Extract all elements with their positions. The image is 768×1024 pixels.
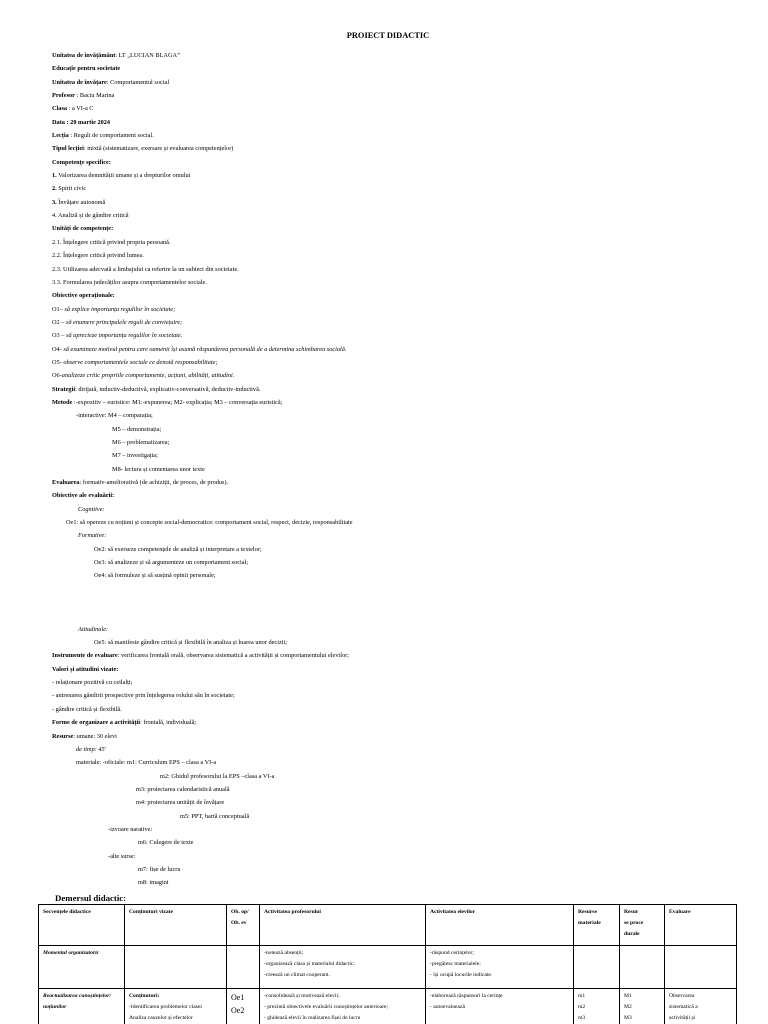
cognitive-label: Cognitive: [78,505,105,513]
procedural-cell [620,946,665,989]
column-header: Conținuturi vizate [125,905,227,946]
competence-item: 2. Spirit civic [52,185,87,193]
teacher-activity-cell: -notează absenții; -organizează clasa și materialul didactic; -creează un climat cooperant. [260,946,426,989]
student-activity-cell: -răspund cerințelor; -pregătesc materialele; - își ocupă locurile indicate. [426,946,574,989]
methods-interactive-line: -interactive: M4 – comparația; [76,412,153,420]
content-cell: Conținuturi: -Identificarea problemelor clasei Analiza cauzelor și efectelor [125,989,227,1024]
competence-item: 1. Valorizarea demnității umane și a drepturilor omului [52,172,191,180]
unit-item: 2.1. Înțelegere critică privind propria persoană. [52,238,171,246]
oe1-line: Oe1: să opereze cu noțiuni și concepte social-democratice: comportament social, respect, decizie, responsabilitate [66,519,353,527]
method-item: M6 – problematizarea; [112,438,170,446]
material-item: m4: proiectarea unității de învățare [136,799,225,807]
table-row [39,989,737,1024]
lesson-line: Lecția : Reguli de comportament social. [52,132,154,140]
units-heading: Unități de competențe: [52,225,114,233]
material-item: m8: imagini [138,879,169,887]
formative-item: Oe3: să analizeze și să argumenteze un comportament social; [94,559,249,567]
sources-line: -izvoare narative: [108,825,153,833]
teacher-line: Profesor : Baciu Marina [52,92,115,100]
evaluation-cell [665,946,737,989]
other-sources-line: -alte surse: [108,852,136,860]
objectives-heading: Obiective operaționale: [52,292,115,300]
methods-line: Metode :-expozitiv – euristice: M1:-expunerea; M2- explicația; M3 – conversația euristică; [52,398,283,406]
objective-item: O4- să examineze motivul pentru care oamenii își asumă răspunderea personală de a determina schimbarea socială. [52,345,347,353]
class-line: Clasa : a VI-a C [52,105,94,113]
lesson-type-line: Tipul lecției: mixtă (sistematizare, exersare și evaluarea competențelor) [52,145,234,153]
formative-item: Oe2: să exerseze competențele de analiză și interpretare a textelor; [94,545,262,553]
school-line: Unitatea de învățământ: LT „LUCIAN BLAGA” [52,52,180,59]
time-line: de timp: 45' [76,745,107,753]
resources-line: Resurse: umane: 30 elevi [52,732,117,740]
competence-item: 4. Analiză și de gândire critică [52,212,129,220]
column-header: Activitatea elevilor [426,905,574,946]
value-item: - gândire critică și flexibilă. [52,705,122,713]
value-item: - antrenarea gândirii prospective prin înțelegerea rolului său în societate; [52,692,235,700]
strategies-line: Strategii: dirijată, inductiv-deductivă, explicativ-conversativă, deductiv-inductivă. [52,385,261,393]
unit-item: 3.3. Formularea judecăților asupra comportamentelor sociale. [52,278,207,286]
table-header-row [39,905,737,946]
sequence-cell: Momentul organizatoric [39,946,125,989]
column-header: Ob. op/ Ob. ev [227,905,260,946]
forms-line: Forme de organizare a activității: frontală, individuală; [52,719,197,727]
objective-item: O3 – să aprecieze importanța regulilor în societate. [52,332,183,340]
material-item: m5: PPT, hartă conceptuală [180,812,250,820]
teacher-activity-cell: -consolidează și motivează elevii; - prezintă obiectivele evaluării cunoștințelor anterioare; - ghidează elevii în realizarea fișei de lucru [260,989,426,1024]
formative-item: Oe4: să formuleze și să susțină opinii personale; [94,572,216,580]
lesson-plan-body [52,49,742,890]
table-row [39,946,737,989]
blank-gap [52,583,742,623]
material-item: m6: Culegere de texte [138,839,194,847]
evaluation-line: Evaluarea: formativ-ameliorativă (de achiziții, de proces, de produs). [52,479,229,486]
evaluation-cell: Observarea sistematică a activității și [665,989,737,1024]
procedural-cell: M1 M2 M3 [620,989,665,1024]
values-heading: Valori și atitudini vizate: [52,665,119,673]
didactic-approach-table [38,904,737,1024]
objective-item: O5- observe comportamentele sociale ce denotă responsabilitate; [52,358,218,366]
unit-item: 2.2. Înțelegere critică privind lumea. [52,252,144,260]
materials-cell [574,946,620,989]
column-header: Activitatea profesorului [260,905,426,946]
objective-cell [227,946,260,989]
document-title: PROIECT DIDACTIC [346,31,430,40]
oe5-line: Oe5: să manifeste gândire critică și flexibilă în analiza și luarea unor decizii; [94,639,288,647]
sequence-cell: Reactualizarea cunoștințelor/ noțiunilor [39,989,125,1024]
student-activity-cell: -elaborează răspunsuri la cerințe - autoevaluează [426,989,574,1024]
formative-label: Formative: [78,532,107,540]
materials-cell: m1 m2 m3 [574,989,620,1024]
subject-line: Educație pentru societate [52,65,121,73]
date-line: Data : 20 martie 2024 [52,118,111,126]
unit-line: Unitatea de învățare: Comportamentul social [52,78,170,86]
column-header: Evaluare [665,905,737,946]
attitudinal-label: Atitudinale: [78,625,109,633]
objective-cell: Oe1 Oe2 [227,989,260,1024]
column-header: Resurse materiale [574,905,620,946]
value-item: - relaționare pozitivă cu ceilalți; [52,679,133,687]
instruments-line: Instrumente de evaluare: verificarea frontală orală, observarea sistematică a activității și comportamentului elevilor; [52,652,349,660]
material-item: m7: fișe de lucru [138,865,181,873]
unit-item: 2.3. Utilizarea adecvată a limbajului ca referire la un subiect din societate. [52,265,239,273]
column-header: Resur se proce durale [620,905,665,946]
method-item: M5 – demonstrația; [112,425,162,433]
material-item: m3: proiectarea calendaristică anuală [136,785,230,793]
column-header: Secvențele didactice [39,905,125,946]
method-item: M8- lectura și comentarea unor texte [112,465,205,473]
method-item: M7 – investigația; [112,452,158,460]
evaluation-objectives-heading: Obiective ale evaluării: [52,492,115,500]
material-item: m2: Ghidul profesorului la EPS –clasa a VI-a [160,772,275,780]
objective-item: O2 – să enumere principalele reguli de conviețuire; [52,318,183,326]
competence-item: 3. Învățare autonomă [52,198,106,206]
competences-heading: Competențe specifice: [52,158,111,166]
content-cell [125,946,227,989]
objective-item: O6-analizeze critic propriile comportamente, acțiuni, abilități, atitudini. [52,372,235,380]
materials-line: materiale: -oficiale: m1: Curriculum EPS – clasa a VI-a [76,759,217,767]
didactic-approach-heading: Demersul didactic: [55,893,127,903]
objective-item: O1– să explice importanța regulilor în societate; [52,305,176,313]
